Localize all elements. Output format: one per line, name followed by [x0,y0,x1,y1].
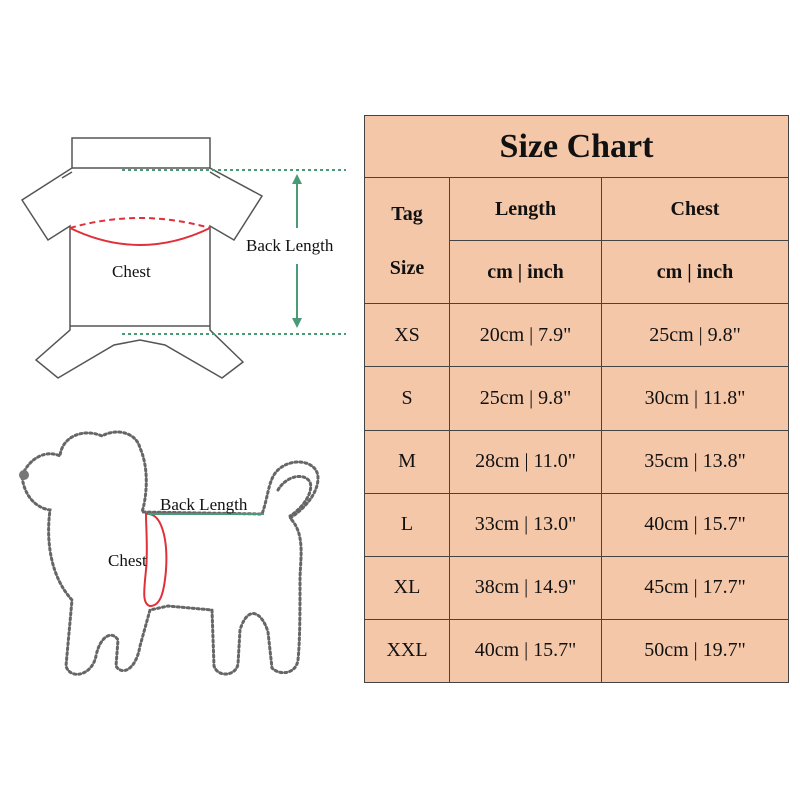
dog-chest-loop [144,514,166,606]
table-row [365,304,789,367]
dog-outline [22,432,318,674]
tag-cell: M [365,430,450,493]
table-row [365,367,789,430]
table-row [365,493,789,556]
dog-diagram [22,432,318,674]
shirt-diagram [22,138,262,378]
header-row [365,178,789,241]
chest-ellipse-back [70,218,210,228]
tag-header-line1: Tag [391,202,423,225]
tag-size-header [365,178,450,304]
table-row [365,430,789,493]
chest-cell: 25cm | 9.8" [602,304,789,367]
length-cell: 20cm | 7.9" [450,304,602,367]
size-chart-table [364,115,789,683]
shirt-chest-label: Chest [112,262,151,281]
table-row [365,556,789,619]
arrow-down-icon [292,318,302,328]
dog-nose-icon [19,470,29,480]
length-cell: 38cm | 14.9" [450,556,602,619]
chest-cell: 50cm | 19.7" [602,619,789,682]
chest-header: Chest [602,178,789,241]
dog-back-length-label: Back Length [160,495,248,514]
illustration-panel [0,0,360,800]
length-unit: cm | inch [450,241,602,304]
chest-cell: 30cm | 11.8" [602,367,789,430]
tag-cell: XXL [365,619,450,682]
chest-ellipse-front [70,228,210,245]
size-chart-title: Size Chart [365,116,789,178]
arrow-up-icon [292,174,302,184]
dog-chest-label: Chest [108,551,147,570]
dog-tail [278,476,311,516]
length-cell: 40cm | 15.7" [450,619,602,682]
length-cell: 33cm | 13.0" [450,493,602,556]
shirt-back-length-label: Back Length [246,236,334,255]
chest-unit: cm | inch [602,241,789,304]
length-cell: 28cm | 11.0" [450,430,602,493]
length-cell: 25cm | 9.8" [450,367,602,430]
shirt-chest-measure [70,218,210,245]
dog-chest-measure [144,514,166,606]
garment-and-dog-illustration [0,0,360,800]
shirt-outline [22,138,262,378]
tag-header-line2: Size [389,256,425,279]
size-chart-title-row [365,116,789,178]
tag-cell: XS [365,304,450,367]
tag-cell: XL [365,556,450,619]
length-header: Length [450,178,602,241]
tag-cell: L [365,493,450,556]
tag-cell: S [365,367,450,430]
chest-cell: 45cm | 17.7" [602,556,789,619]
chest-cell: 35cm | 13.8" [602,430,789,493]
chest-cell: 40cm | 15.7" [602,493,789,556]
table-row [365,619,789,682]
